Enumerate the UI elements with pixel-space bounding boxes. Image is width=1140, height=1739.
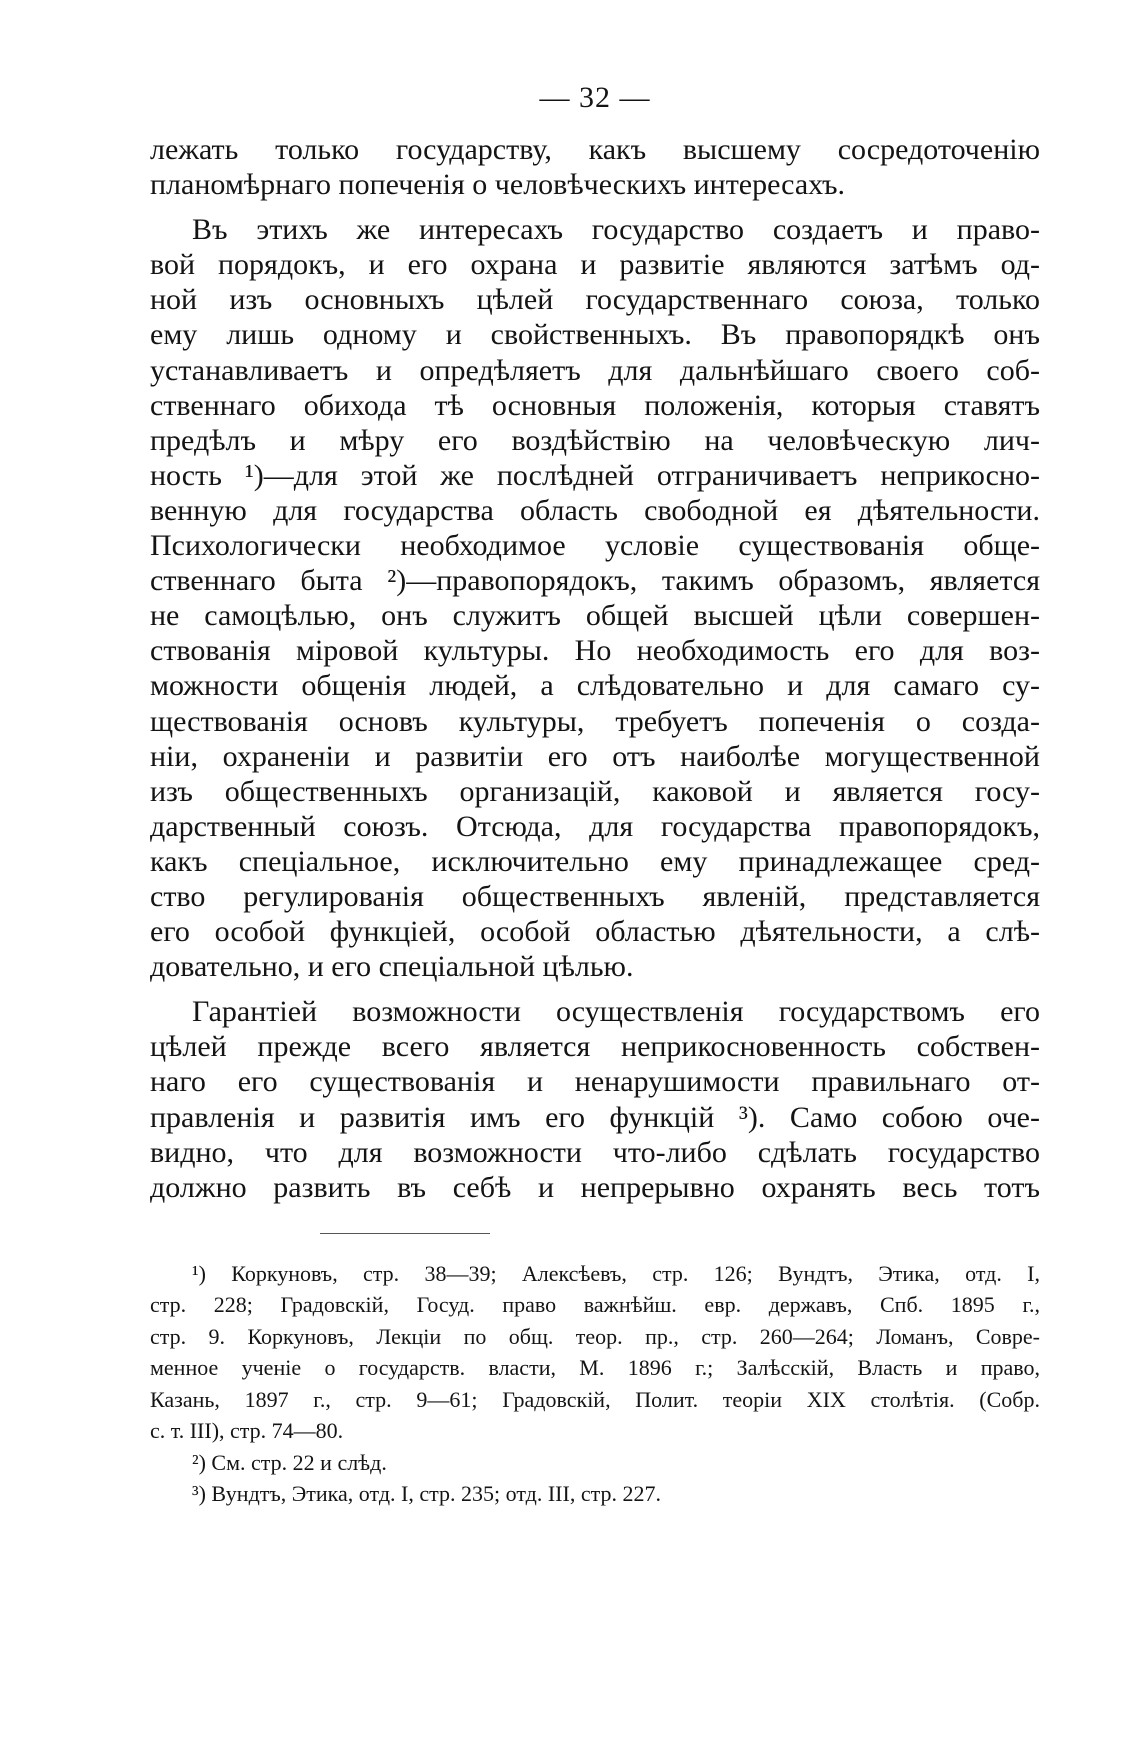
footnote-line: ²) См. стр. 22 и слѣд. [192, 1449, 387, 1475]
body-line: ственнаго обихода тѣ основныя положенія, которыя ставятъ [150, 388, 1040, 422]
body-line: Гарантіей возможности осуществленія государствомъ его [192, 995, 1040, 1029]
body-text [150, 132, 1040, 1205]
body-line: ствованія міровой культуры. Но необходимость его для воз- [150, 634, 1040, 668]
body-line: планомѣрнаго попеченія о человѣческихъ интересахъ. [150, 168, 846, 202]
body-line: цѣлей прежде всего является неприкосновенность собствен- [150, 1030, 1040, 1064]
body-line: вой порядокъ, и его охрана и развитіе являются затѣмъ од- [150, 248, 1040, 282]
body-line: устанавливаетъ и опредѣляетъ для дальнѣйшаго своего соб- [150, 353, 1040, 387]
body-line: не самоцѣлью, онъ служитъ общей высшей цѣли совершен- [150, 599, 1040, 633]
body-line: дарственный союзъ. Отсюда, для государства правопорядокъ, [150, 809, 1040, 843]
footnote-line: с. т. III), стр. 74—80. [150, 1418, 344, 1444]
book-page [150, 78, 1040, 1510]
body-line: Въ этихъ же интересахъ государство создаетъ и право- [192, 213, 1040, 247]
body-line: лежать только государству, какъ высшему сосредоточенію [150, 133, 1040, 166]
body-line: довательно, и его спеціальной цѣлью. [150, 950, 634, 984]
paragraph-gap [150, 984, 1040, 994]
body-line: можности общенія людей, а слѣдовательно и для самаго су- [150, 669, 1040, 703]
body-line: какъ спеціальное, исключительно ему принадлежащее сред- [150, 844, 1040, 878]
page-number: — 32 — [539, 81, 651, 114]
body-line: ему лишь одному и свойственныхъ. Въ правопорядкѣ онъ [150, 318, 1040, 352]
body-line: наго его существованія и ненарушимости правильнаго от- [150, 1065, 1040, 1099]
footnote-divider [320, 1233, 490, 1234]
body-line: изъ общественныхъ организацій, каковой и является госу- [150, 774, 1040, 808]
body-line: ственнаго быта ²)—правопорядокъ, такимъ образомъ, является [150, 564, 1040, 598]
body-line: его особой функціей, особой областью дѣятельности, а слѣ- [150, 915, 1040, 949]
body-line: ніи, охраненіи и развитіи его отъ наиболѣе могущественной [150, 739, 1040, 773]
footnote-line: ¹) Коркуновъ, стр. 38—39; Алексѣевъ, стр. 126; Вундтъ, Этика, отд. I, [192, 1260, 1040, 1286]
body-line: правленія и развитія имъ его функцій ³). Само собою оче- [150, 1100, 1040, 1134]
body-line: ществованія основъ культуры, требуетъ попеченія о созда- [150, 704, 1040, 738]
footnote-line: ³) Вундтъ, Этика, отд. I, стр. 235; отд. III, стр. 227. [192, 1481, 661, 1507]
footnotes [150, 1258, 1040, 1510]
body-line: ной изъ основныхъ цѣлей государственнаго союза, только [150, 283, 1040, 317]
body-line: должно развить въ себѣ и непрерывно охранять весь тотъ [150, 1170, 1040, 1204]
body-line: ность ¹)—для этой же послѣдней отграничиваетъ неприкосно- [150, 458, 1040, 492]
body-line: видно, что для возможности что-либо сдѣлать государство [150, 1135, 1040, 1169]
paragraph-gap [150, 202, 1040, 212]
body-line: ство регулированія общественныхъ явленій, представляется [150, 879, 1040, 913]
body-line: предѣлъ и мѣру его воздѣйствію на человѣческую лич- [150, 423, 1040, 457]
footnote-line: Казань, 1897 г., стр. 9—61; Градовскій, Полит. теоріи XIX столѣтія. (Собр. [150, 1386, 1040, 1412]
body-line: Психологически необходимое условіе существованія обще- [150, 529, 1040, 563]
body-line: венную для государства область свободной ея дѣятельности. [150, 493, 1040, 527]
footnote-line: стр. 228; Градовскій, Госуд. право важнѣйш. евр. державъ, Спб. 1895 г., [150, 1292, 1040, 1318]
footnote-line: стр. 9. Коркуновъ, Лекціи по общ. теор. пр., стр. 260—264; Ломанъ, Совре- [150, 1323, 1040, 1349]
footnote-line: менное ученіе о государств. власти, М. 1896 г.; Залѣсскій, Власть и право, [150, 1355, 1040, 1381]
